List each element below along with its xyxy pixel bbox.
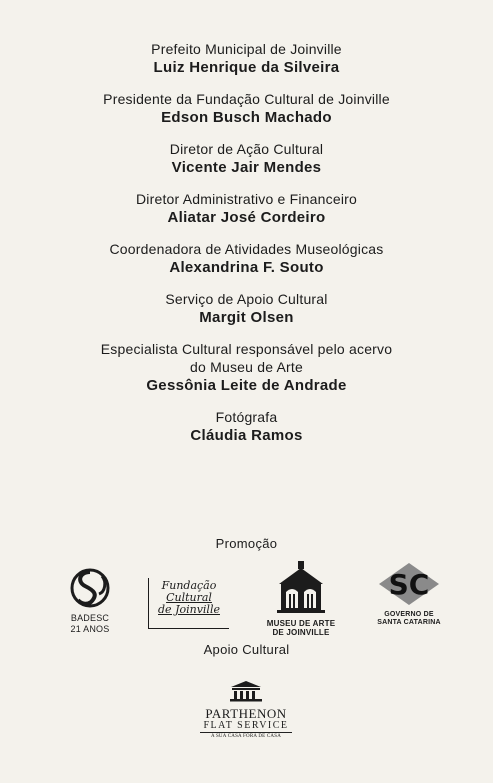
credit-entry [0,408,493,445]
fundacao-line-1: Fundação [161,579,217,592]
badesc-swirl-icon [69,568,111,608]
credits-list [0,40,493,458]
credit-role: Presidente da Fundação Cultural de Joinville [103,91,390,107]
credit-role-line-2: do Museu de Arte [190,359,303,375]
parthenon-tagline: A SUA CASA FORA DE CASA [200,732,292,740]
credit-entry [0,190,493,227]
credit-entry [0,290,493,327]
credit-role: Serviço de Apoio Cultural [165,291,328,307]
museu-line-2: DE JOINVILLE [272,628,330,637]
parthenon-temple-icon [229,680,263,702]
credit-entry [0,90,493,127]
badesc-name: BADESC [70,613,110,623]
sc-mark: SC [388,568,430,601]
fundacao-cultural-logo [148,578,229,629]
fundacao-line-2: Cultural [166,591,212,604]
credit-entry [0,140,493,177]
credit-name: Aliatar José Cordeiro [167,209,326,226]
fundacao-line-3: de Joinville [158,603,220,616]
sponsor-logos [0,560,493,638]
credit-role: Fotógrafa [215,409,278,425]
parthenon-logo [196,680,296,740]
apoio-cultural-label: Apoio Cultural [203,642,290,657]
credit-role: Prefeito Municipal de Joinville [151,41,342,57]
sc-emblem-icon [378,562,440,606]
credit-role: Coordenadora de Atividades Museológicas [109,241,384,257]
governo-sc-logo [368,562,450,627]
promocao-label: Promoção [215,536,278,551]
credit-role-line-1: Especialista Cultural responsável pelo acervo [100,341,393,357]
badesc-logo [62,568,118,635]
parthenon-name: PARTHENON [205,706,287,721]
credit-name: Edson Busch Machado [161,109,332,126]
parthenon-subtitle: FLAT SERVICE [203,720,289,731]
credit-name: Luiz Henrique da Silveira [153,59,340,76]
credit-entry [0,40,493,77]
badesc-years: 21 ANOS [70,624,110,634]
credit-entry [0,240,493,277]
museu-line-1: MUSEU DE ARTE [266,619,336,628]
credit-entry [0,340,493,395]
museu-de-arte-logo [262,560,340,637]
credit-name: Vicente Jair Mendes [171,159,322,176]
credit-name: Cláudia Ramos [190,427,303,444]
sc-line-1: GOVERNO DE [384,611,434,618]
credit-name: Alexandrina F. Souto [169,259,324,276]
credit-name: Margit Olsen [199,309,294,326]
credit-name: Gessônia Leite de Andrade [146,377,347,394]
museum-building-icon [275,560,327,614]
credit-role: Diretor de Ação Cultural [169,141,324,157]
credit-role: Diretor Administrativo e Financeiro [136,191,357,207]
sc-line-2: SANTA CATARINA [377,619,441,626]
